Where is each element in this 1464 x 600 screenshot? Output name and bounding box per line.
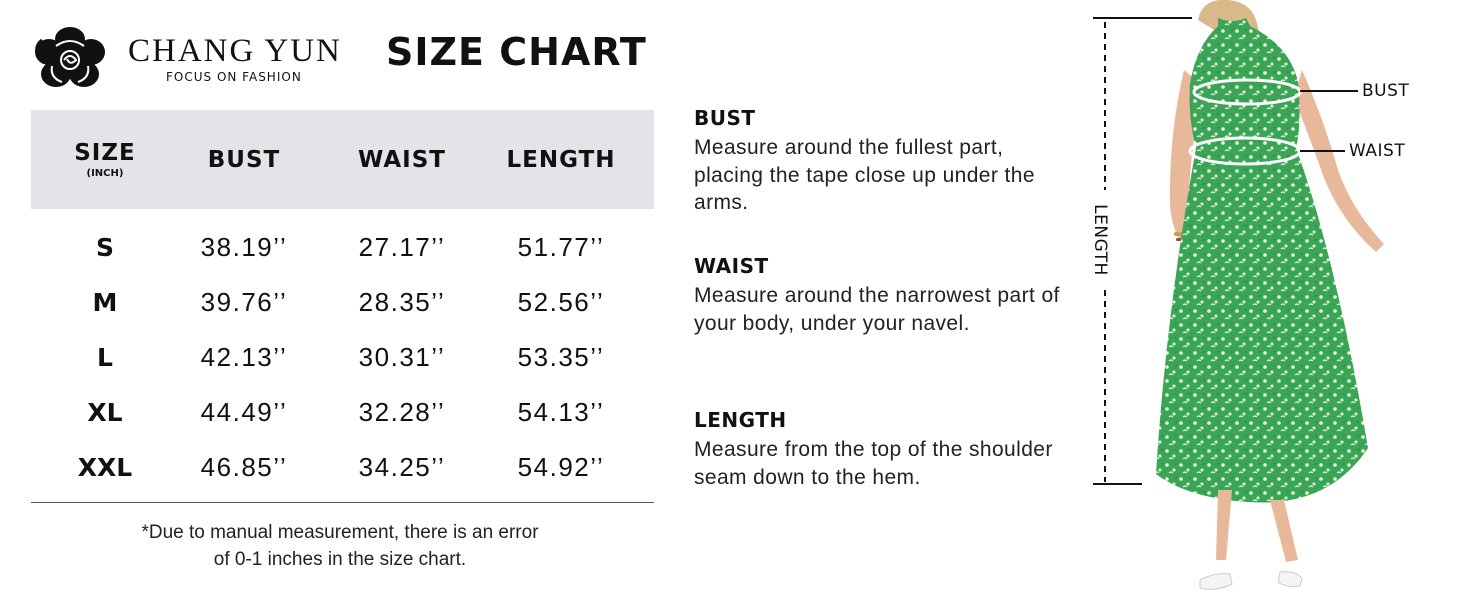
size-cell: L <box>97 343 113 372</box>
header-bust-label: BUST <box>207 146 281 173</box>
brand-name: CHANG YUN <box>128 33 342 69</box>
table-row <box>31 330 654 385</box>
header-size-unit: (INCH) <box>86 168 124 179</box>
model-figure <box>1080 0 1464 600</box>
length-cell: 54.92’’ <box>517 452 605 482</box>
guide-waist <box>694 254 1074 337</box>
note-line-2: of 0-1 inches in the size chart. <box>213 549 467 570</box>
size-table-header <box>31 110 654 209</box>
length-cell: 53.35’’ <box>517 342 605 372</box>
header-bust <box>164 110 324 209</box>
table-row <box>31 440 654 495</box>
size-cell: M <box>92 288 118 317</box>
waist-cell: 34.25’’ <box>358 452 446 482</box>
guide-length-title: LENGTH <box>694 408 787 432</box>
header-length-label: LENGTH <box>506 146 616 173</box>
guide-length-text: Measure from the top of the shoulder seam down to the hem. <box>694 438 1053 489</box>
guide-waist-text: Measure around the narrowest part of your body, under your navel. <box>694 284 1060 335</box>
guide-length <box>694 408 1074 491</box>
brand <box>128 32 368 84</box>
bust-cell: 38.19’’ <box>200 232 288 262</box>
table-divider <box>31 502 654 503</box>
length-cell: 52.56’’ <box>517 287 605 317</box>
bust-cell: 44.49’’ <box>200 397 288 427</box>
length-cell: 51.77’’ <box>517 232 605 262</box>
waist-cell: 30.31’’ <box>358 342 446 372</box>
header-size <box>31 110 179 209</box>
figure-waist-label: WAIST <box>1349 141 1406 161</box>
header-length <box>481 110 641 209</box>
waist-cell: 27.17’’ <box>358 232 446 262</box>
guide-waist-title: WAIST <box>694 254 769 278</box>
page-title: SIZE CHART <box>386 30 647 74</box>
header-size-label: SIZE <box>74 140 136 166</box>
note-line-1: *Due to manual measurement, there is an error <box>141 522 539 543</box>
figure-length-label: LENGTH <box>1089 204 1110 276</box>
header-waist <box>321 110 483 209</box>
size-cell: S <box>95 233 114 262</box>
bust-cell: 42.13’’ <box>200 342 288 372</box>
table-row <box>31 275 654 330</box>
measurement-note <box>31 519 649 573</box>
camellia-flower-icon <box>34 26 106 90</box>
bust-cell: 39.76’’ <box>200 287 288 317</box>
size-cell: XL <box>87 398 123 427</box>
waist-cell: 32.28’’ <box>358 397 446 427</box>
table-row <box>31 385 654 440</box>
size-cell: XXL <box>77 453 133 482</box>
guide-bust-text: Measure around the fullest part, placing the tape close up under the arms. <box>694 136 1035 214</box>
figure-bust-label: BUST <box>1362 81 1410 101</box>
table-row <box>31 220 654 275</box>
guide-bust <box>694 106 1074 217</box>
brand-tagline: FOCUS ON FASHION <box>166 70 302 84</box>
waist-cell: 28.35’’ <box>358 287 446 317</box>
header-waist-label: WAIST <box>358 146 446 173</box>
length-cell: 54.13’’ <box>517 397 605 427</box>
guide-bust-title: BUST <box>694 106 756 130</box>
bust-cell: 46.85’’ <box>200 452 288 482</box>
